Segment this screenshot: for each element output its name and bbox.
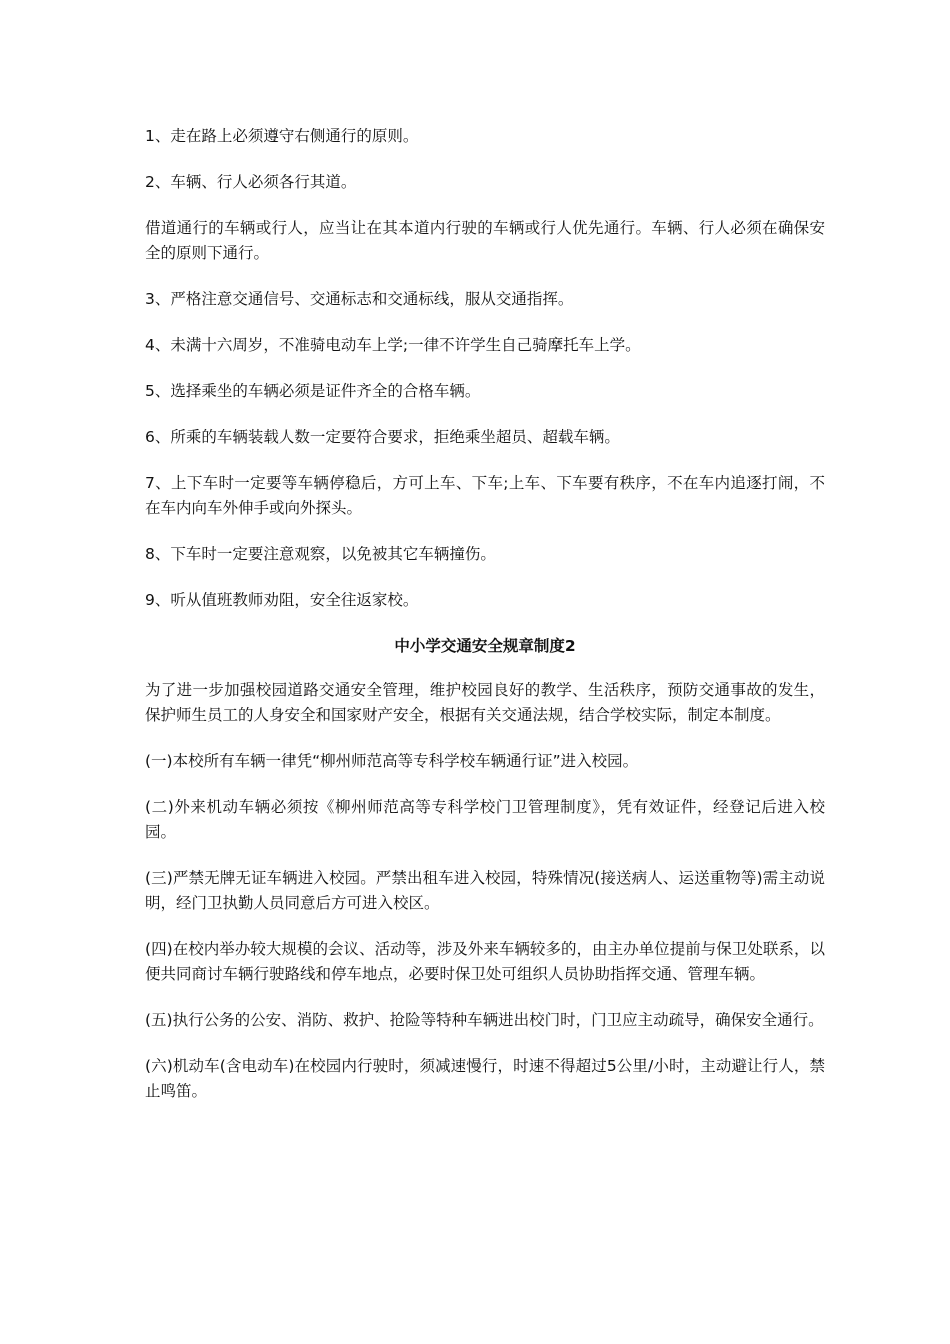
rule-1: 1、走在路上必须遵守右侧通行的原则。 — [145, 127, 419, 145]
clause-3: (三)严禁无牌无证车辆进入校园。严禁出租车进入校园，特殊情况(接送病人、运送重物等)需主动说明，经门卫执勤人员同意后方可进入校区。 — [145, 869, 825, 912]
clause-4: (四)在校内举办较大规模的会议、活动等，涉及外来车辆较多的，由主办单位提前与保卫处联系，以便共同商讨车辆行驶路线和停车地点，必要时保卫处可组织人员协助指挥交通、管理车辆。 — [145, 940, 825, 983]
clause-2: (二)外来机动车辆必须按《柳州师范高等专科学校门卫管理制度》，凭有效证件，经登记后进入校园。 — [145, 798, 825, 841]
intro-paragraph: 为了进一步加强校园道路交通安全管理，维护校园良好的教学、生活秩序，预防交通事故的发生，保护师生员工的人身安全和国家财产安全，根据有关交通法规，结合学校实际，制定本制度。 — [145, 681, 825, 724]
clause-5: (五)执行公务的公安、消防、救护、抢险等特种车辆进出校门时，门卫应主动疏导，确保安全通行。 — [145, 1011, 824, 1029]
rule-3: 3、严格注意交通信号、交通标志和交通标线，服从交通指挥。 — [145, 290, 574, 308]
document-page — [145, 124, 825, 1125]
rule-2-note: 借道通行的车辆或行人，应当让在其本道内行驶的车辆或行人优先通行。车辆、行人必须在确保安全的原则下通行。 — [145, 219, 825, 262]
rule-4: 4、未满十六周岁，不准骑电动车上学;一律不许学生自己骑摩托车上学。 — [145, 336, 641, 354]
clause-1: (一)本校所有车辆一律凭“柳州师范高等专科学校车辆通行证”进入校园。 — [145, 752, 639, 770]
clause-6: (六)机动车(含电动车)在校园内行驶时，须减速慢行，时速不得超过5公里/小时，主动避让行人，禁止鸣笛。 — [145, 1057, 825, 1100]
section-heading: 中小学交通安全规章制度2 — [394, 637, 576, 655]
rule-2: 2、车辆、行人必须各行其道。 — [145, 173, 357, 191]
rule-9: 9、听从值班教师劝阻，安全往返家校。 — [145, 591, 419, 609]
rule-8: 8、下车时一定要注意观察，以免被其它车辆撞伤。 — [145, 545, 496, 563]
rule-7: 7、上下车时一定要等车辆停稳后，方可上车、下车;上车、下车要有秩序，不在车内追逐打闹，不在车内向车外伸手或向外探头。 — [145, 474, 825, 517]
rule-6: 6、所乘的车辆装载人数一定要符合要求，拒绝乘坐超员、超载车辆。 — [145, 428, 620, 446]
rule-5: 5、选择乘坐的车辆必须是证件齐全的合格车辆。 — [145, 382, 481, 400]
